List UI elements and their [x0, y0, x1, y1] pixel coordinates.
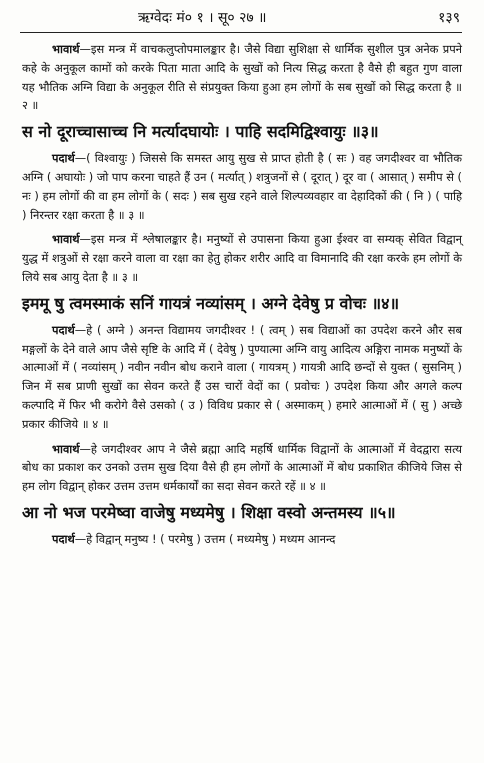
padarth-paragraph-4 [22, 321, 462, 434]
bhavarth-paragraph-4 [22, 440, 462, 496]
paragraph-label: भावार्थ [52, 42, 80, 56]
paragraph-text: —हे विद्वान् मनुष्य ! ( परमेषु ) उत्तम ( मध्यमेषु ) मध्यम आनन्द [74, 531, 336, 546]
running-title: ऋग्वेदः मं० १ । सू० २७ ॥ [138, 10, 267, 26]
padarth-paragraph-3 [22, 149, 462, 224]
paragraph-text: —हे ( अग्ने ) अनन्त विद्यामय जगदीश्वर ! ( त्वम् ) सब विद्याओं का उपदेश करने और सब मङ्गलों के देने वाले आप जैसे सृष्टि के आदि में ( देवेषु ) पुण्यात्मा अग्नि वायु आदित्य अङ्गिरा नामक मनुष्यों के आत्माओं में ( नव्यांसम् ) नवीन नवीन बोध कराने वाला ( गायत्रम् ) गायत्री आदि छन्दों से युक्त ( सुसनिम् ) जिन में सब प्राणी सुखों का सेवन करते हैं उस चारों वेदों का ( प्रवोचः ) उपदेश किया और अगले कल्प कल्पादि में फिर भी करोगे वैसे उसको ( उ ) विविध प्रकार से ( अस्माकम् ) हमारे आत्माओं में ( सु ) अच्छे प्रकार कीजिये ॥ ४ ॥ [22, 322, 462, 431]
paragraph-label: पदार्थ [52, 151, 75, 166]
paragraph-label: पदार्थ [52, 322, 75, 337]
bhavarth-paragraph-3 [22, 230, 462, 286]
page-number: १३९ [438, 10, 460, 26]
mantra-3: स नो दूराच्चासाच्च नि मर्त्यादघायोः । पाहि सदमिद्विश्वायुः ॥३॥ [22, 122, 379, 142]
padarth-paragraph-5 [22, 530, 462, 549]
paragraph-label: भावार्थ [52, 441, 80, 456]
bhavarth-paragraph-2 [22, 40, 462, 115]
paragraph-label: पदार्थ [52, 531, 75, 546]
paragraph-label: भावार्थ [52, 232, 80, 247]
page-header [0, 6, 484, 30]
paragraph-text: —इस मन्त्र में वाचकलुप्तोपमालङ्कार है। जैसे विद्या सुशिक्षा से धार्मिक सुशील पुत्र अनेक प्रपने कहे के अनुकूल कामों को करके पिता माता आदि के सुखों को नित्य सिद्ध करता है वैसे ही बहुत गुण वाला यह भौतिक अग्नि विद्या के अनुकूल रीति से संप्रयुक्त किया हुआ हम लोगों के सब सुखों को सिद्ध करता है ॥ २ ॥ [22, 42, 462, 113]
paragraph-text: —इस मन्त्र में श्लेषालङ्कार है। मनुष्यों से उपासना किया हुआ ईश्वर वा सम्यक् सेवित विद्वान् युद्ध में शत्रुओं से रक्षा करने वाला वा रक्षा का हेतु होकर शरीर आदि वा विमानादि की रक्षा करके हम लोगों के लिये सब आयु देता है ॥ ३ ॥ [22, 232, 462, 284]
mantra-4: इममू षु त्वमस्माकं सनिं गायत्रं नव्यांसम् । अग्ने देवेषु प्र वोचः ॥४॥ [22, 293, 400, 313]
header-rule [20, 32, 462, 33]
paragraph-text: —हे जगदीश्वर आप ने जैसे ब्रह्मा आदि महर्षि धार्मिक विद्वानों के आत्माओं में वेदद्वारा सत्य बोध का प्रकाश कर उनको उत्तम सुख दिया वैसे ही हम लोगों के आत्माओं में बोध प्रकाशित कीजिये जिस से हम लोग विद्वान् होकर उत्तम उत्तम धर्मकार्यों का सदा सेवन करते रहें ॥ ४ ॥ [22, 441, 462, 494]
mantra-5: आ नो भज परमेष्वा वाजेषु मध्यमेषु । शिक्षा वस्वो अन्तमस्य ॥५॥ [22, 502, 396, 522]
page-body [22, 40, 462, 549]
paragraph-text: —( विश्वायुः ) जिससे कि समस्त आयु सुख से प्राप्त होती है ( सः ) वह जगदीश्वर वा भौतिक अग्नि ( अघायोः ) जो पाप करना चाहते हैं उन ( मर्त्यात् ) शत्रुजनों से ( दूरात् ) दूर वा ( आसात् ) समीप से ( नः ) हम लोगों की वा हम लोगों के ( सदः ) सब सुख रहने वाले शिल्पव्यवहार वा देहादिकों की ( नि ) ( पाहि ) निरन्तर रक्षा करता है ॥ ३ ॥ [22, 151, 462, 222]
